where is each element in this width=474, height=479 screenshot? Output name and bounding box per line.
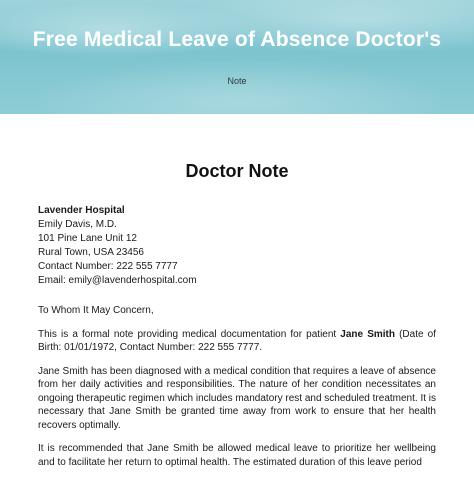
address-block — [38, 204, 436, 288]
address-line-1: 101 Pine Lane Unit 12 — [38, 233, 137, 244]
paragraph-1-intro: This is a formal note providing medical documentation for patient — [38, 328, 341, 340]
hospital-name: Lavender Hospital — [38, 205, 125, 216]
email-address: Email: emily@lavenderhospital.com — [38, 275, 197, 286]
banner-title: Free Medical Leave of Absence Doctor's — [32, 28, 442, 51]
doctor-name: Emily Davis, M.D. — [38, 219, 117, 230]
paragraph-2: Jane Smith has been diagnosed with a medical condition that requires a leave of absence from her daily activities and responsibilities. The nature of her condition necessitates an ongoing therapeutic regimen which includes mandatory rest and scheduled treatment. It is necessary that Jane Smith be granted time away from work to ensure that her health recovers optimally. — [38, 365, 437, 431]
document-body — [38, 160, 436, 479]
paragraph-3: It is recommended that Jane Smith be allowed medical leave to prioritize her wellbeing and to facilitate her return to optimal health. The estimated duration of this leave period — [38, 443, 436, 468]
paragraph-1-details: (Date of Birth: 01/01/1972, Contact Number: 222 555 7777. — [38, 328, 436, 353]
banner-subtitle: Note — [227, 76, 247, 86]
contact-number: Contact Number: 222 555 7777 — [38, 261, 178, 272]
document-title: Doctor Note — [185, 161, 289, 181]
salutation: To Whom It May Concern, — [38, 305, 154, 316]
address-line-2: Rural Town, USA 23456 — [38, 247, 144, 258]
paragraph-1 — [38, 328, 436, 355]
patient-name: Jane Smith — [340, 328, 395, 340]
header-banner — [0, 0, 474, 114]
